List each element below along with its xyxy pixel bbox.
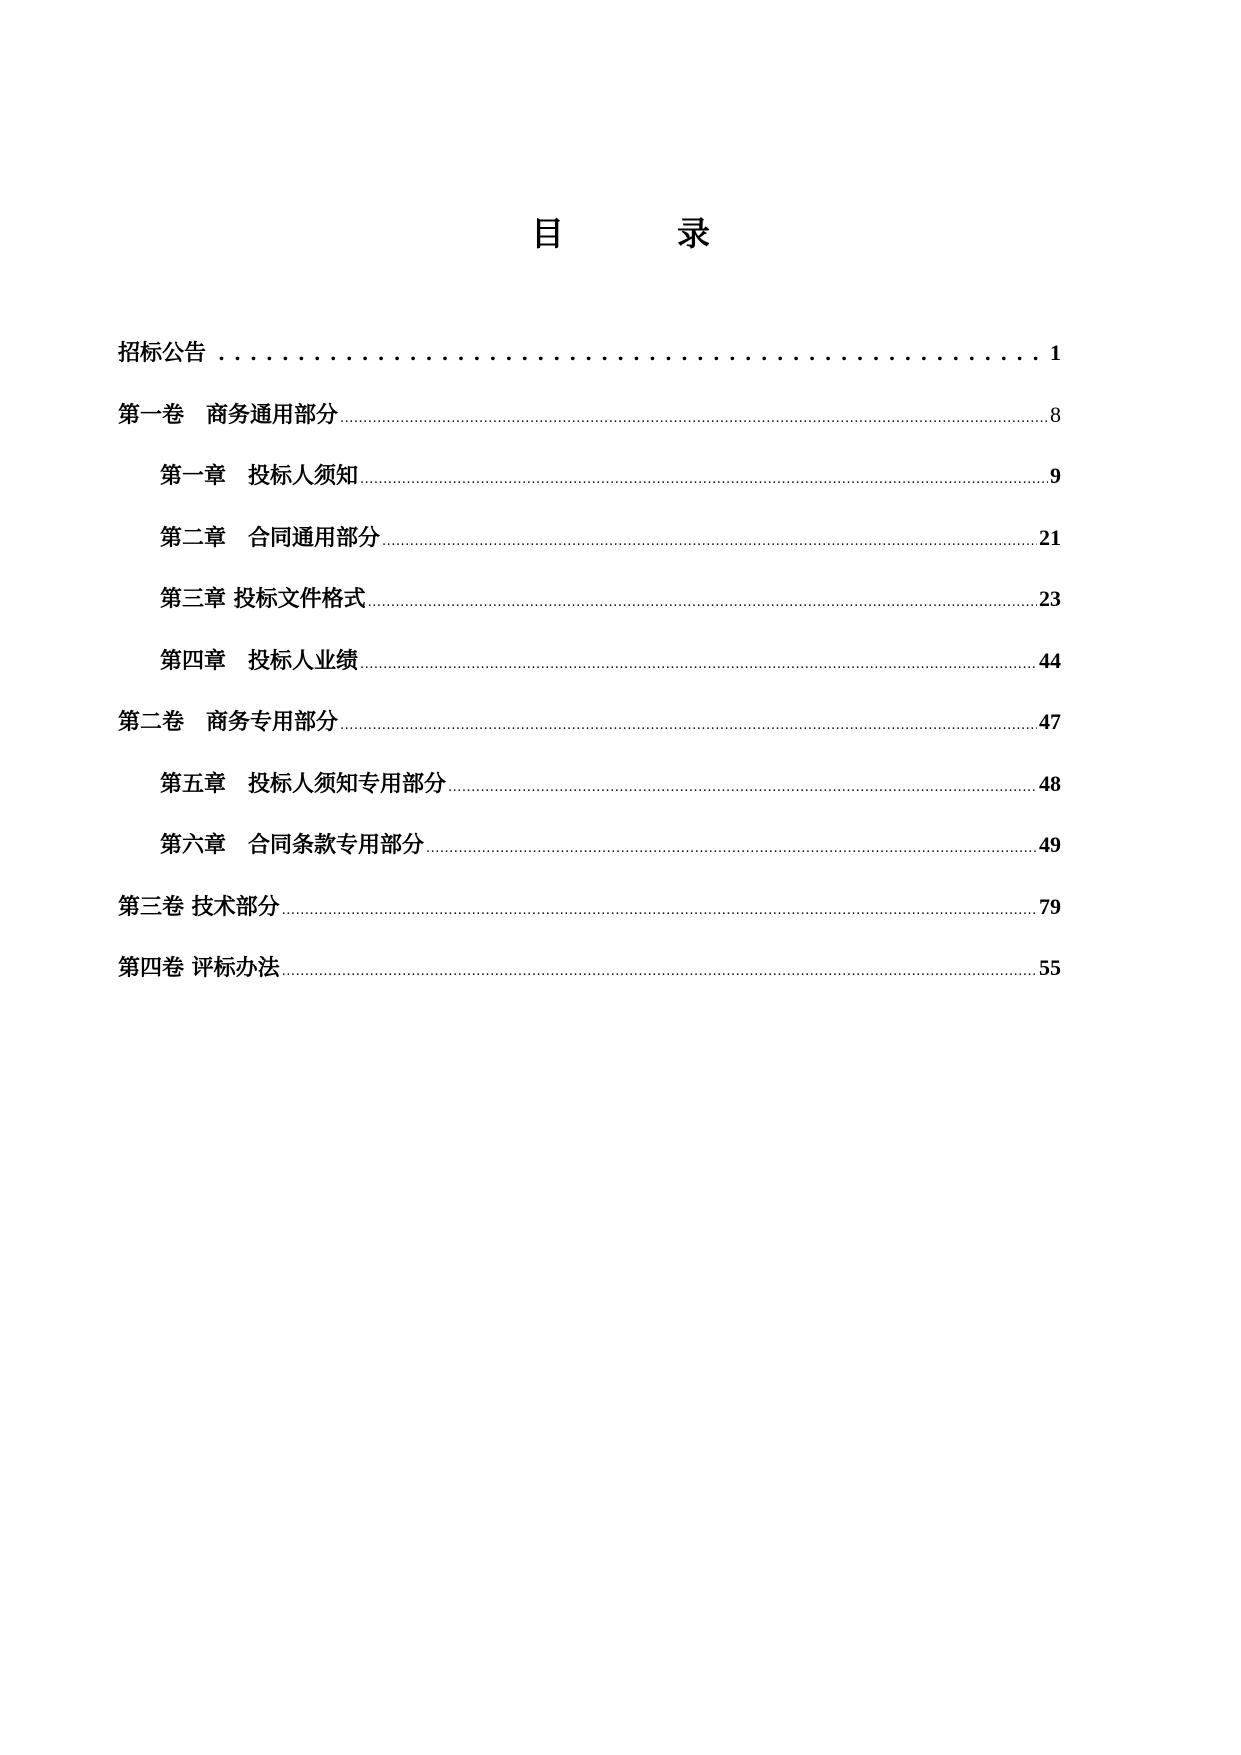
toc-entry-label: 第一卷 商务通用部分 bbox=[118, 401, 339, 428]
toc-entry-chapter-2[interactable] bbox=[118, 521, 1061, 583]
toc-entry-label: 第四章 投标人业绩 bbox=[160, 647, 359, 674]
toc-entry-label: 第四卷 评标办法 bbox=[118, 955, 280, 981]
toc-entry-chapter-6[interactable] bbox=[118, 828, 1061, 890]
toc-leader-dots bbox=[340, 718, 1037, 733]
toc-leader-dots bbox=[426, 841, 1037, 856]
toc-entry-label: 第六章 合同条款专用部分 bbox=[160, 832, 425, 858]
toc-entry-label: 第五章 投标人须知专用部分 bbox=[160, 770, 447, 797]
toc-leader-dots bbox=[282, 964, 1037, 979]
toc-entry-page: 49 bbox=[1039, 832, 1061, 857]
table-of-contents bbox=[118, 336, 1061, 1013]
toc-entry-label: 第二卷 商务专用部分 bbox=[118, 709, 339, 735]
toc-entry-page: 1 bbox=[1050, 340, 1061, 365]
toc-entry-label: 第三章 投标文件格式 bbox=[160, 586, 366, 612]
toc-entry-label: 招标公告 bbox=[118, 340, 207, 366]
toc-leader-dots bbox=[382, 534, 1037, 549]
toc-entry-tender-notice[interactable] bbox=[118, 336, 1061, 398]
toc-leader-dots bbox=[368, 595, 1037, 610]
toc-entry-label: 第三卷 技术部分 bbox=[118, 893, 280, 920]
toc-entry-page: 9 bbox=[1050, 463, 1061, 488]
toc-entry-page: 79 bbox=[1039, 893, 1061, 919]
toc-leader-dots bbox=[282, 903, 1037, 918]
toc-entry-volume-3[interactable] bbox=[118, 890, 1061, 952]
toc-entry-page: 23 bbox=[1039, 586, 1061, 611]
toc-title: 目 录 bbox=[531, 214, 750, 253]
toc-entry-volume-4[interactable] bbox=[118, 951, 1061, 1013]
toc-entry-page: 8 bbox=[1050, 401, 1061, 427]
toc-leader-dots bbox=[218, 341, 1048, 365]
toc-entry-page: 55 bbox=[1039, 955, 1061, 980]
toc-entry-chapter-4[interactable] bbox=[118, 644, 1061, 706]
toc-leader-dots bbox=[360, 657, 1037, 672]
toc-entry-chapter-1[interactable] bbox=[118, 459, 1061, 521]
toc-entry-page: 48 bbox=[1039, 770, 1061, 796]
toc-entry-chapter-3[interactable] bbox=[118, 582, 1061, 644]
toc-entry-label: 第二章 合同通用部分 bbox=[160, 524, 381, 551]
toc-entry-chapter-5[interactable] bbox=[118, 767, 1061, 829]
toc-leader-dots bbox=[340, 411, 1048, 426]
toc-entry-page: 21 bbox=[1039, 524, 1061, 550]
toc-entry-volume-1[interactable] bbox=[118, 398, 1061, 460]
toc-entry-volume-2[interactable] bbox=[118, 705, 1061, 767]
toc-leader-dots bbox=[448, 780, 1037, 795]
toc-entry-label: 第一章 投标人须知 bbox=[160, 463, 359, 489]
toc-entry-page: 44 bbox=[1039, 647, 1061, 673]
toc-leader-dots bbox=[360, 472, 1048, 487]
toc-entry-page: 47 bbox=[1039, 709, 1061, 734]
